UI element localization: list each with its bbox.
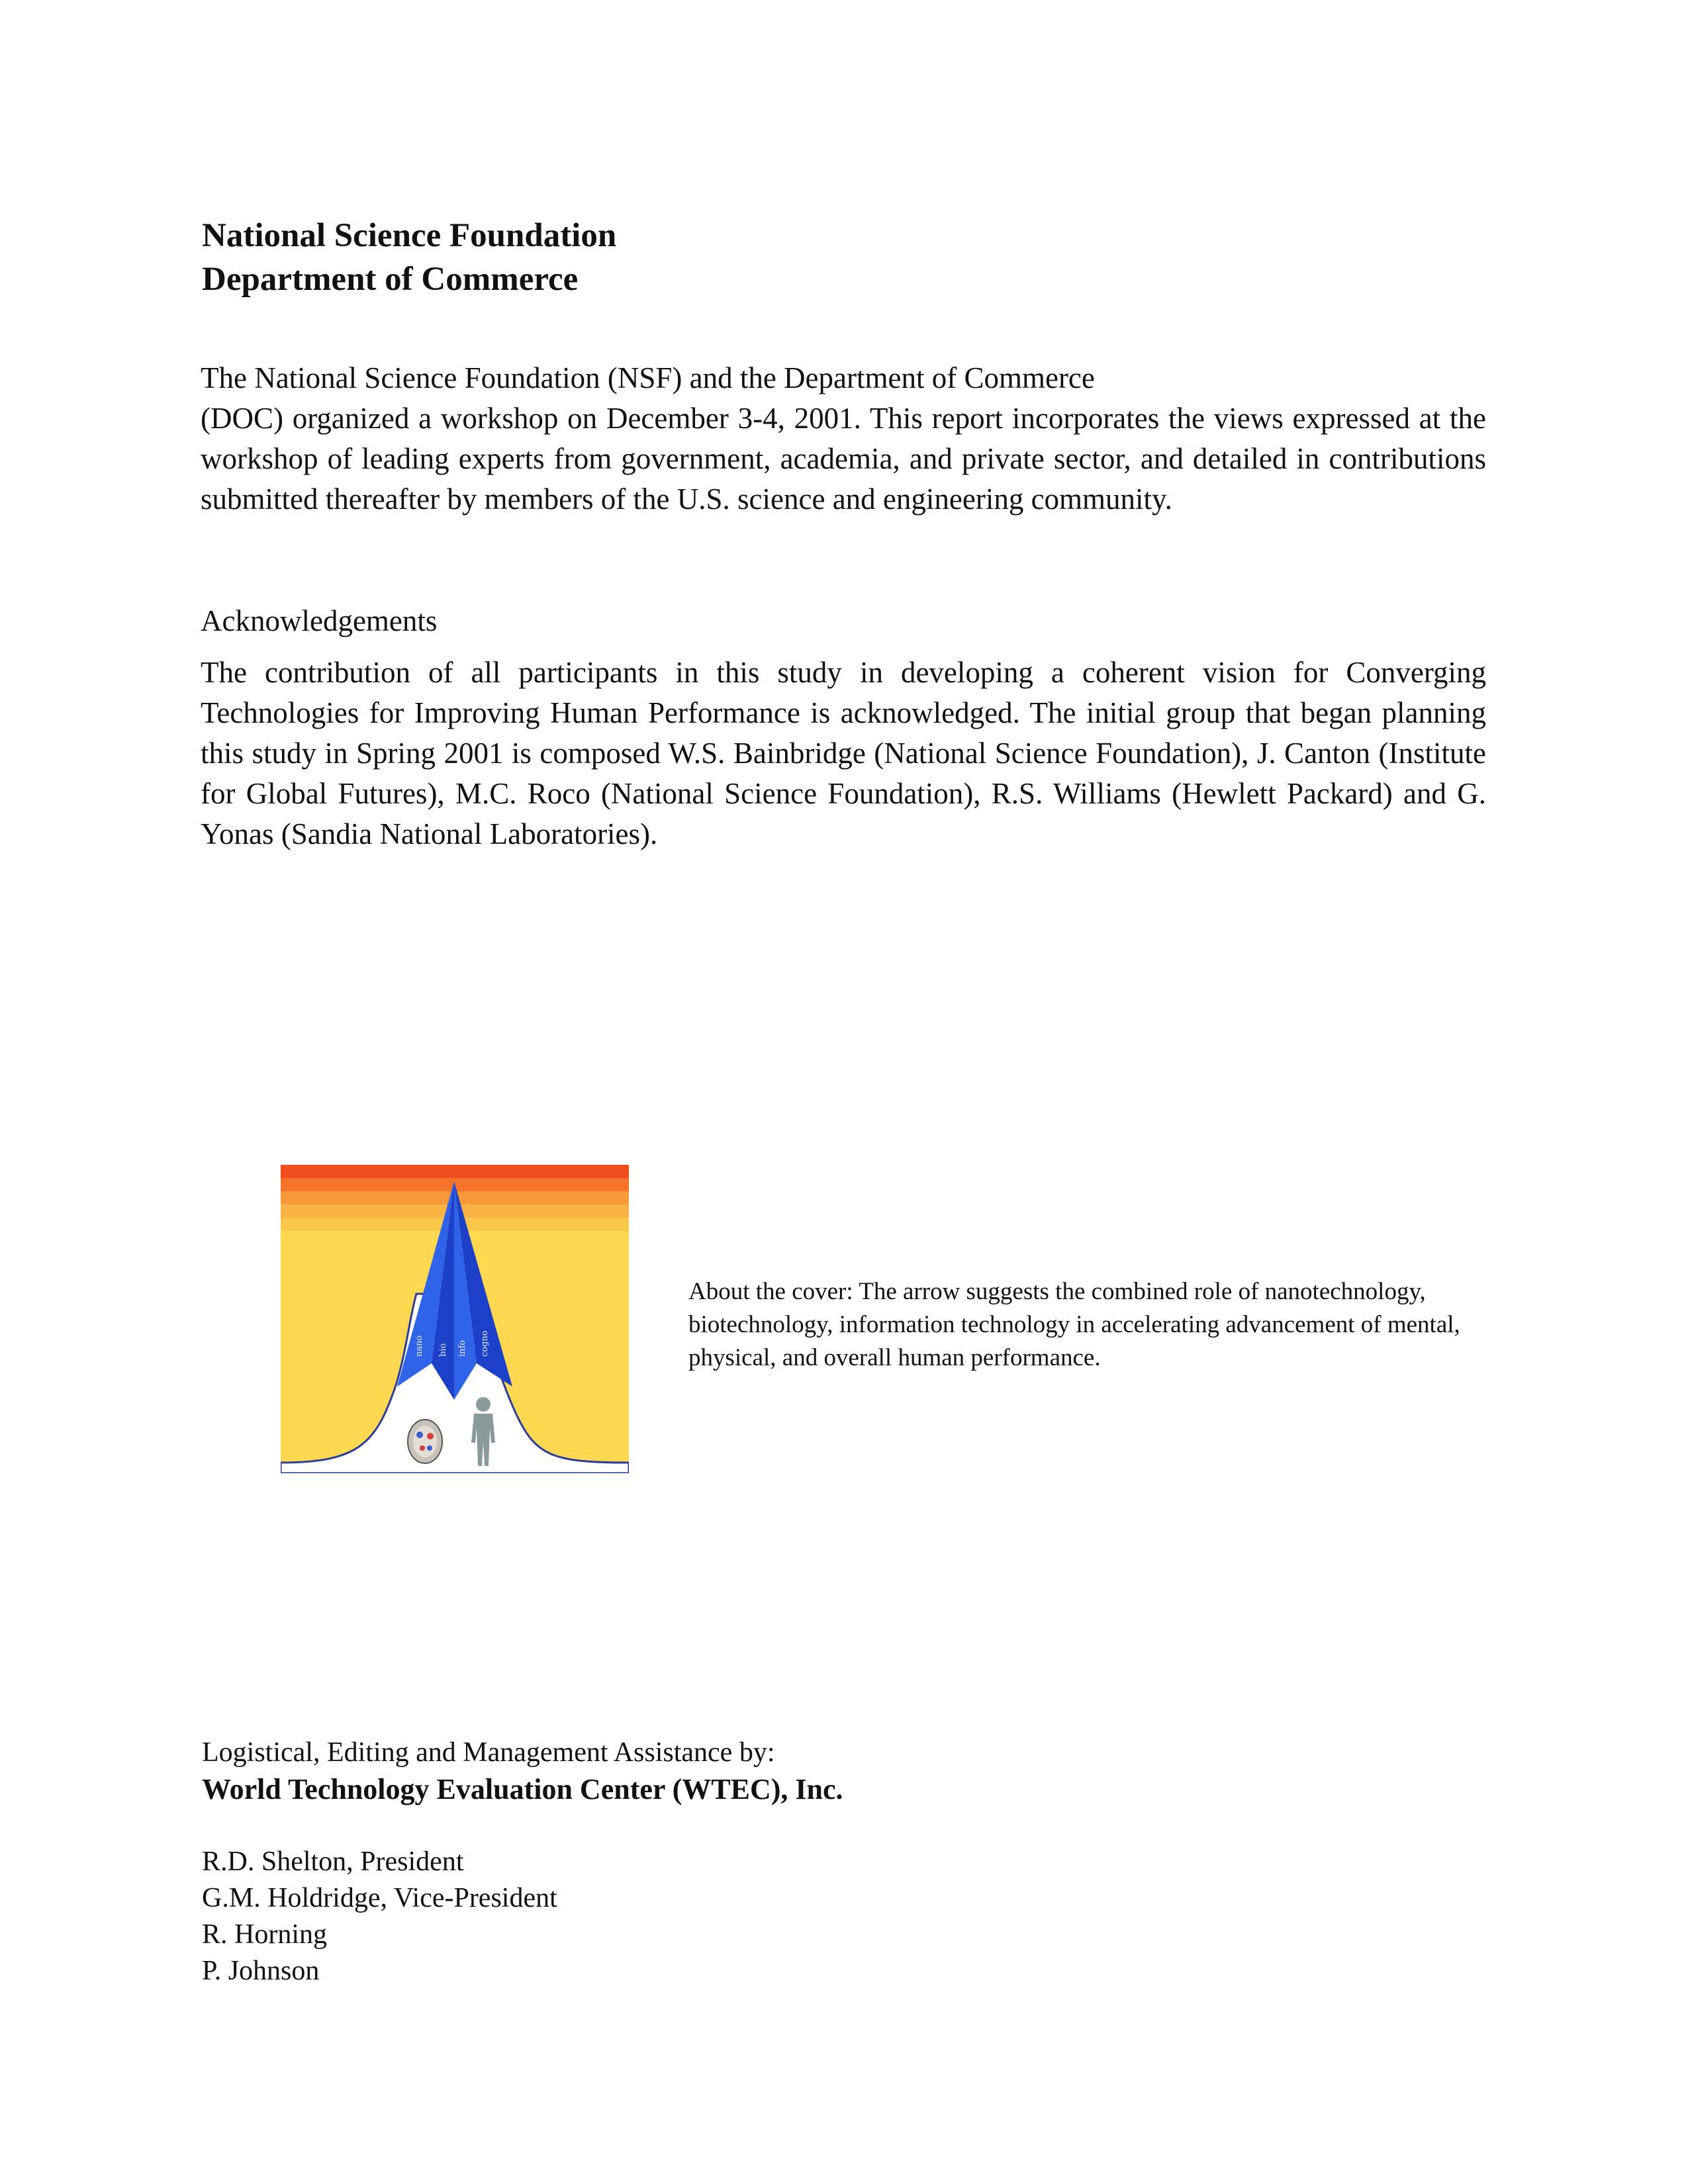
wtec-org-name: World Technology Evaluation Center (WTEC), Inc. xyxy=(202,1773,843,1805)
arrow-label-info: info xyxy=(457,1340,467,1357)
staff-list xyxy=(202,1844,557,1989)
arrow-label-cogno: cogno xyxy=(480,1330,490,1357)
arrow-label-bio: bio xyxy=(438,1343,448,1357)
staff-item: R.D. Shelton, President xyxy=(202,1846,464,1877)
acknowledgements-heading: Acknowledgements xyxy=(201,604,438,637)
brain-scan-icon xyxy=(408,1420,442,1463)
cover-caption: About the cover: The arrow suggests the combined role of nanotechnology, biotechnology, information technology in accelerating advancement of mental, physical, and overall human performance. xyxy=(688,1278,1460,1371)
staff-item: P. Johnson xyxy=(202,1956,320,1986)
cover-illustration xyxy=(281,1165,629,1473)
arrow-label-nano: nano xyxy=(414,1335,424,1357)
acknowledgements-paragraph: The contribution of all participants in this study in developing a coherent vision for Converging Technologies for Improving Human Performance is acknowledged. The initial group that began planning this study in Spring 2001 is composed W.S. Bainbridge (National Science Foundation), J. Canton (Institute for Global Futures), M.C. Roco (National Science Foundation), R.S. Williams (Hewlett Packard) and G. Yonas (Sandia National Laboratories). xyxy=(201,656,1486,850)
staff-item: G.M. Holdridge, Vice-President xyxy=(202,1883,557,1913)
intro-paragraph xyxy=(201,358,1486,520)
intro-first-line: The National Science Foundation (NSF) and the Department of Commerce xyxy=(201,361,1095,394)
staff-item: R. Horning xyxy=(202,1919,327,1950)
org-title-nsf: National Science Foundation xyxy=(202,217,617,254)
background-band xyxy=(281,1165,629,1178)
org-title-doc: Department of Commerce xyxy=(202,261,579,298)
intro-body: (DOC) organized a workshop on December 3-4, 2001. This report incorporates the views expressed at the workshop of leading experts from government, academia, and private sector, and detailed in contributions submitted thereafter by members of the U.S. science and engineering community. xyxy=(201,402,1486,516)
assistance-label: Logistical, Editing and Management Assistance by: xyxy=(202,1737,775,1768)
